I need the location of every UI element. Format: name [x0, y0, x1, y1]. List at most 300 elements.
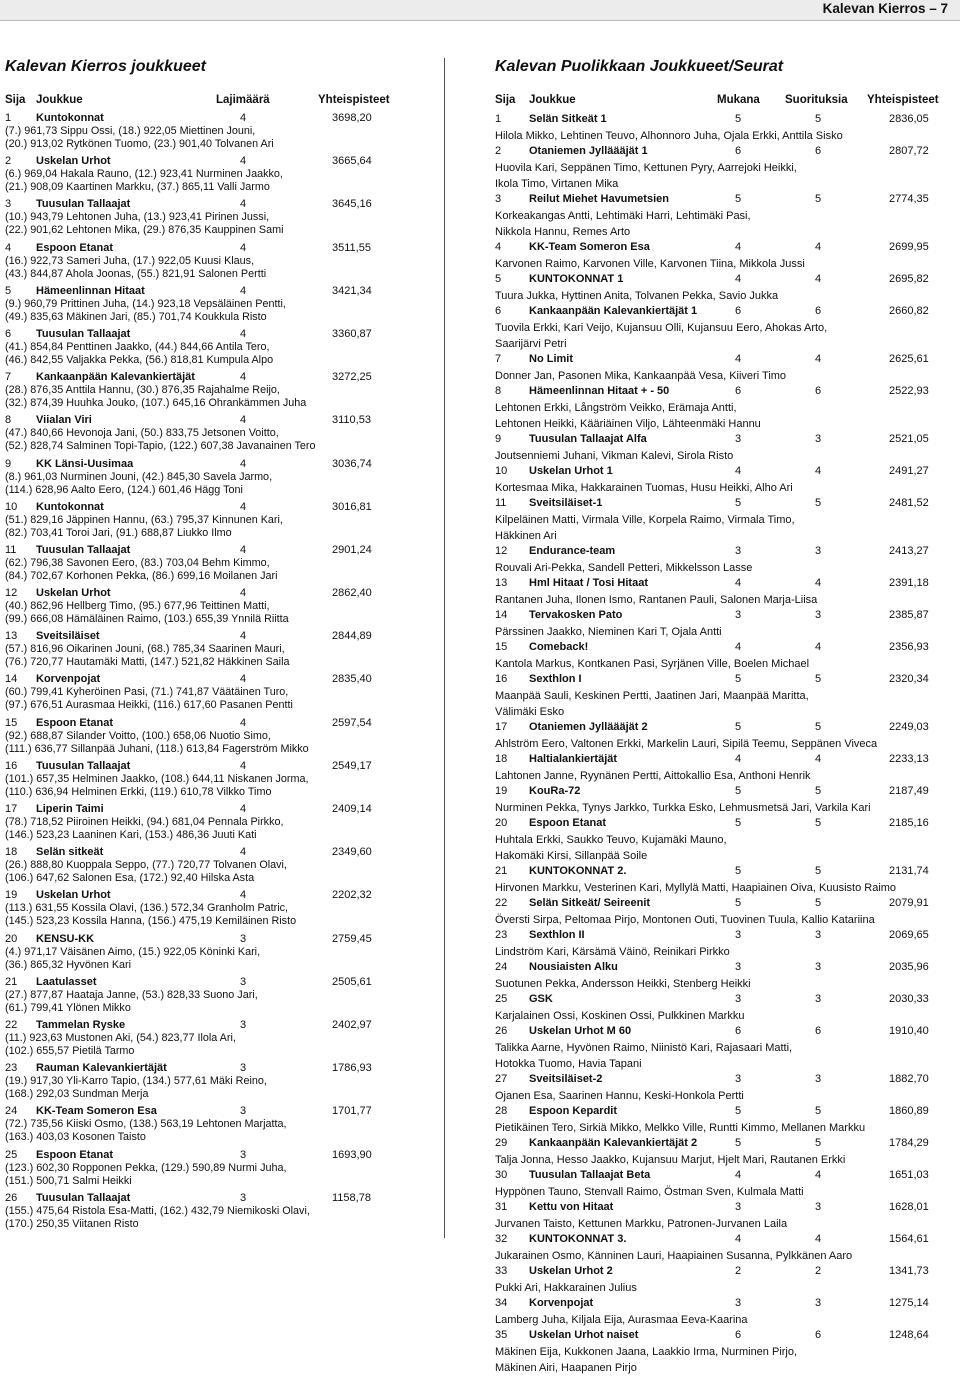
- team-name: KouRa-72: [529, 785, 581, 797]
- team-row: [0, 414, 395, 427]
- team-event-count: 4: [240, 414, 247, 427]
- team-name: Comeback!: [529, 641, 589, 653]
- team-row: [485, 240, 955, 256]
- team-mukana: 3: [735, 993, 742, 1005]
- team-rank: 25: [5, 1148, 18, 1161]
- team-points: 2320,34: [889, 673, 929, 685]
- team-event-count: 3: [240, 932, 247, 945]
- team-rank: 34: [495, 1297, 508, 1309]
- team-row: [485, 864, 955, 880]
- team-rank: 4: [495, 241, 502, 253]
- team-name: Espoon Etanat: [36, 716, 114, 729]
- team-suoritukset: 4: [815, 353, 822, 365]
- left-team-list: [0, 112, 395, 1235]
- team-rank: 20: [495, 817, 508, 829]
- team-mukana: 3: [735, 433, 742, 445]
- team-rank: 16: [495, 673, 508, 685]
- member-line: (27.) 877,87 Haataja Janne, (53.) 828,33 Suono Jari,: [5, 988, 258, 1001]
- member-line: Kantola Markus, Kontkanen Pasi, Syrjänen Ville, Boelen Michael: [495, 658, 810, 670]
- team-row: [485, 640, 955, 656]
- team-rank: 3: [5, 198, 12, 211]
- member-line: (76.) 720,77 Hautamäki Matti, (147.) 521,82 Häkkinen Saila: [5, 656, 290, 669]
- team-row: [485, 1200, 955, 1216]
- member-line: (61.) 799,41 Ylönen Mikko: [5, 1001, 131, 1014]
- team-suoritukset: 6: [815, 1329, 822, 1341]
- member-line: (26.) 888,80 Kuoppala Seppo, (77.) 720,77 Tolvanen Olavi,: [5, 859, 287, 872]
- team-entry: [0, 846, 395, 889]
- team-points: 2069,65: [889, 929, 929, 941]
- team-rank: 24: [495, 961, 508, 973]
- team-row: [485, 192, 955, 208]
- team-name: Tuusulan Tallaajat: [36, 759, 131, 772]
- team-row: [0, 976, 395, 989]
- team-points: 3272,25: [332, 371, 372, 384]
- team-rank: 7: [495, 353, 502, 365]
- team-name: KUNTOKONNAT 3.: [529, 1233, 627, 1245]
- member-line: Nurminen Pekka, Tynys Jarkko, Turkka Esko, Lehmusmetsä Jari, Varkila Kari: [495, 802, 871, 814]
- team-row: [0, 1105, 395, 1118]
- team-rank: 21: [495, 865, 508, 877]
- team-entry: [0, 1192, 395, 1235]
- team-points: 2349,60: [332, 846, 372, 859]
- team-mukana: 6: [735, 385, 742, 397]
- team-mukana: 4: [735, 353, 742, 365]
- team-entry: [485, 816, 955, 864]
- team-suoritukset: 3: [815, 433, 822, 445]
- team-suoritukset: 6: [815, 1025, 822, 1037]
- member-line: (57.) 816,96 Oikarinen Jouni, (68.) 785,34 Saarinen Mauri,: [5, 643, 285, 656]
- team-name: Uskelan Urhot: [36, 155, 111, 168]
- team-event-count: 4: [240, 198, 247, 211]
- member-line: (155.) 475,64 Ristola Esa-Matti, (162.) 432,79 Niemikoski Olavi,: [5, 1204, 310, 1217]
- team-rank: 13: [495, 577, 508, 589]
- team-row: [0, 889, 395, 902]
- member-line: (8.) 961,03 Nurminen Jouni, (42.) 845,30 Savela Jarmo,: [5, 470, 273, 483]
- team-entry: [485, 720, 955, 752]
- team-entry: [485, 384, 955, 432]
- team-suoritukset: 5: [815, 113, 822, 125]
- team-points: 2505,61: [332, 975, 372, 988]
- team-points: 2481,52: [889, 497, 929, 509]
- team-entry: [0, 414, 395, 457]
- member-line: (110.) 636,94 Helminen Erkki, (119.) 610,78 Vilkko Timo: [5, 785, 272, 798]
- team-points: 2625,61: [889, 353, 929, 365]
- team-suoritukset: 5: [815, 785, 822, 797]
- team-row: [0, 1149, 395, 1162]
- member-line: (6.) 969,04 Hakala Rauno, (12.) 923,41 Nurminen Jaakko,: [5, 168, 283, 181]
- team-row: [0, 717, 395, 730]
- team-row: [485, 1232, 955, 1248]
- team-row: [0, 1019, 395, 1032]
- member-line: Talikka Aarne, Hyvönen Raimo, Niinistö Kari, Rajasaari Matti,: [495, 1042, 793, 1054]
- team-rank: 26: [495, 1025, 508, 1037]
- member-line: (97.) 676,51 Aurasmaa Heikki, (116.) 617,60 Pasanen Pentti: [5, 699, 293, 712]
- member-line: (43.) 844,87 Ahola Joonas, (55.) 821,91 Salonen Pertti: [5, 267, 267, 280]
- member-line: (78.) 718,52 Piiroinen Heikki, (94.) 681,04 Pennala Pirkko,: [5, 816, 284, 828]
- team-entry: [0, 285, 395, 328]
- col-team: Joukkue: [529, 94, 576, 106]
- team-entry: [485, 864, 955, 896]
- team-suoritukset: 5: [815, 1137, 822, 1149]
- member-line: (82.) 703,41 Toroi Jari, (91.) 688,87 Liukko Ilmo: [5, 526, 232, 539]
- team-mukana: 3: [735, 609, 742, 621]
- team-points: 1910,40: [889, 1025, 929, 1037]
- member-line: (92.) 688,87 Silander Voitto, (100.) 658,06 Nuotio Simo,: [5, 729, 271, 742]
- team-entry: [0, 587, 395, 630]
- team-points: 2862,40: [332, 587, 372, 600]
- team-points: 2597,54: [332, 716, 372, 729]
- team-rank: 35: [495, 1329, 508, 1341]
- team-name: Tammelan Ryske: [36, 1018, 126, 1031]
- team-rank: 24: [5, 1105, 18, 1118]
- team-row: [485, 576, 955, 592]
- team-points: 2835,40: [332, 673, 372, 686]
- team-points: 3421,34: [332, 284, 372, 297]
- team-row: [485, 304, 955, 320]
- team-mukana: 5: [735, 1105, 742, 1117]
- team-entry: [485, 304, 955, 352]
- team-row: [0, 458, 395, 471]
- team-suoritukset: 3: [815, 609, 822, 621]
- member-line: Mäkinen Airi, Haapanen Pirjo: [495, 1362, 637, 1374]
- team-name: KK-Team Someron Esa: [36, 1105, 157, 1118]
- member-line: (9.) 960,79 Prittinen Juha, (14.) 923,18 Vepsäläinen Pentti,: [5, 297, 286, 310]
- team-points: 3665,64: [332, 155, 372, 168]
- team-mukana: 5: [735, 497, 742, 509]
- right-section-title: Kalevan Puolikkaan Joukkueet/Seurat: [495, 58, 784, 75]
- team-row: [485, 432, 955, 448]
- team-rank: 12: [495, 545, 508, 557]
- team-row: [0, 803, 395, 816]
- member-line: (72.) 735,56 Kiiski Osmo, (138.) 563,19 Lehtonen Marjatta,: [5, 1118, 287, 1131]
- team-event-count: 4: [240, 673, 247, 686]
- team-entry: [0, 371, 395, 414]
- team-entry: [485, 1232, 955, 1264]
- team-mukana: 2: [735, 1265, 742, 1277]
- col-rank: Sija: [5, 94, 26, 106]
- member-line: Ikola Timo, Virtanen Mika: [495, 178, 619, 190]
- team-suoritukset: 3: [815, 1201, 822, 1213]
- team-rank: 3: [495, 193, 502, 205]
- team-suoritukset: 3: [815, 929, 822, 941]
- member-line: Pietikäinen Tero, Sirkiä Mikko, Melkko Ville, Runtti Kimmo, Mellanen Markku: [495, 1122, 866, 1134]
- team-mukana: 4: [735, 753, 742, 765]
- team-entry: [485, 576, 955, 608]
- team-points: 1882,70: [889, 1073, 929, 1085]
- team-row: [485, 672, 955, 688]
- team-points: 2549,17: [332, 759, 372, 772]
- team-points: 1275,14: [889, 1297, 929, 1309]
- member-line: (7.) 961,73 Sippu Ossi, (18.) 922,05 Miettinen Jouni,: [5, 125, 256, 137]
- team-suoritukset: 5: [815, 817, 822, 829]
- team-points: 3016,81: [332, 500, 372, 513]
- team-entry: [485, 784, 955, 816]
- team-name: Uskelan Urhot: [36, 587, 111, 600]
- team-row: [485, 352, 955, 368]
- team-suoritukset: 4: [815, 465, 822, 477]
- team-mukana: 3: [735, 1297, 742, 1309]
- team-points: 2202,32: [332, 889, 372, 902]
- team-row: [0, 371, 395, 384]
- team-entry: [0, 976, 395, 1019]
- team-entry: [485, 1168, 955, 1200]
- member-line: (52.) 828,74 Salminen Topi-Tapio, (122.) 607,38 Javanainen Tero: [5, 440, 316, 453]
- team-event-count: 4: [240, 543, 247, 556]
- member-line: Nikkola Hannu, Remes Arto: [495, 226, 631, 238]
- member-line: Korkeakangas Antti, Lehtimäki Harri, Lehtimäki Pasi,: [495, 210, 751, 222]
- team-rank: 9: [495, 433, 502, 445]
- team-rank: 13: [5, 630, 18, 643]
- member-line: Huovila Kari, Seppänen Timo, Kettunen Pyry, Aarrejoki Heikki,: [495, 162, 797, 174]
- team-name: Tuusulan Tallaajat: [36, 198, 131, 211]
- team-entry: [0, 1062, 395, 1105]
- member-line: Häkkinen Ari: [495, 530, 557, 542]
- team-rank: 1: [5, 112, 12, 124]
- team-row: [485, 112, 955, 128]
- team-name: Korvenpojat: [36, 673, 101, 686]
- team-rank: 31: [495, 1201, 508, 1213]
- team-name: Laatulasset: [36, 975, 97, 988]
- team-event-count: 4: [240, 759, 247, 772]
- member-line: Hilola Mikko, Lehtinen Teuvo, Alhonnoro Juha, Ojala Erkki, Anttila Sisko: [495, 130, 843, 142]
- member-line: (62.) 796,38 Savonen Eero, (83.) 703,04 Behm Kimmo,: [5, 556, 270, 569]
- team-row: [485, 752, 955, 768]
- member-line: (16.) 922,73 Sameri Juha, (17.) 922,05 Kuusi Klaus,: [5, 254, 255, 267]
- team-suoritukset: 2: [815, 1265, 822, 1277]
- member-line: Överstі Sirpa, Peltomaa Pirjo, Montonen Outi, Tuovinen Tuula, Kallio Katariina: [495, 914, 875, 926]
- team-event-count: 4: [240, 500, 247, 513]
- team-rank: 19: [495, 785, 508, 797]
- team-mukana: 4: [735, 241, 742, 253]
- team-rank: 5: [495, 273, 502, 285]
- team-entry: [485, 1136, 955, 1168]
- team-rank: 20: [5, 932, 18, 945]
- team-entry: [485, 672, 955, 720]
- team-mukana: 3: [735, 961, 742, 973]
- team-entry: [0, 242, 395, 285]
- left-column-headers: [0, 94, 395, 108]
- team-entry: [0, 1105, 395, 1148]
- right-column-headers: [485, 94, 955, 108]
- team-mukana: 4: [735, 465, 742, 477]
- member-line: (46.) 842,55 Valjakka Pekka, (56.) 818,81 Kumpula Alpo: [5, 353, 274, 366]
- team-entry: [0, 933, 395, 976]
- team-points: 1158,78: [332, 1191, 371, 1204]
- team-row: [485, 816, 955, 832]
- team-mukana: 3: [735, 929, 742, 941]
- team-rank: 28: [495, 1105, 508, 1117]
- team-points: 1341,73: [889, 1265, 929, 1277]
- team-points: 2807,72: [889, 145, 929, 157]
- team-rank: 6: [5, 327, 12, 340]
- team-points: 2836,05: [889, 113, 929, 125]
- team-points: 1248,64: [889, 1329, 929, 1341]
- team-event-count: 4: [240, 327, 247, 340]
- team-points: 2409,14: [332, 803, 372, 815]
- col-count: Lajimäärä: [216, 94, 270, 106]
- team-suoritukset: 3: [815, 545, 822, 557]
- team-name: Otaniemen Jylläääjät 2: [529, 721, 648, 733]
- member-line: Mäkinen Eija, Kukkonen Jaana, Laakkio Irma, Nurminen Pirjo,: [495, 1346, 798, 1358]
- team-row: [485, 464, 955, 480]
- team-event-count: 4: [240, 889, 247, 902]
- team-name: Espoon Etanat: [36, 241, 114, 254]
- team-points: 3698,20: [332, 112, 372, 124]
- member-line: (41.) 854,84 Penttinen Jaakko, (44.) 844,66 Antila Tero,: [5, 340, 270, 353]
- team-entry: [0, 630, 395, 673]
- team-points: 2030,33: [889, 993, 929, 1005]
- team-rank: 15: [5, 716, 18, 729]
- team-rank: 15: [495, 641, 508, 653]
- member-line: Karjalainen Ossi, Koskinen Ossi, Pulkkinen Markku: [495, 1010, 745, 1022]
- member-line: (99.) 666,08 Hämäläinen Raimo, (103.) 655,39 Ynnilä Riitta: [5, 613, 289, 626]
- team-points: 1860,89: [889, 1105, 929, 1117]
- team-name: Kuntokonnat: [36, 112, 104, 124]
- team-points: 2521,05: [889, 433, 929, 445]
- member-line: (111.) 636,77 Sillanpää Juhani, (118.) 613,84 Fagerström Mikko: [5, 742, 309, 755]
- team-name: Hämeenlinnan Hitaat + - 50: [529, 385, 670, 397]
- team-entry: [485, 544, 955, 576]
- team-entry: [485, 464, 955, 496]
- team-points: 1564,61: [889, 1233, 929, 1245]
- team-name: Nousiaisten Alku: [529, 961, 618, 973]
- team-name: Sveitsiläiset-1: [529, 497, 603, 509]
- team-rank: 16: [5, 759, 18, 772]
- team-points: 2413,27: [889, 545, 929, 557]
- member-line: Rantanen Juha, Ilonen Ismo, Rantanen Pauli, Salonen Marja-Liisa: [495, 594, 818, 606]
- team-name: Sexthlon II: [529, 929, 585, 941]
- team-points: 3036,74: [332, 457, 372, 470]
- team-rank: 1: [495, 113, 502, 125]
- team-name: KUNTOKONNAT 2.: [529, 865, 627, 877]
- team-rank: 8: [495, 385, 502, 397]
- team-row: [485, 784, 955, 800]
- team-entry: [0, 889, 395, 932]
- team-name: No Limit: [529, 353, 573, 365]
- member-line: Lehtonen Heikki, Kääriäinen Viljo, Lähteenmäki Hannu: [495, 418, 761, 430]
- team-rank: 2: [495, 145, 502, 157]
- team-row: [0, 328, 395, 341]
- team-name: Liperin Taimi: [36, 803, 104, 815]
- team-rank: 17: [495, 721, 508, 733]
- team-entry: [485, 112, 955, 144]
- team-entry: [485, 752, 955, 784]
- team-name: Uskelan Urhot 2: [529, 1265, 613, 1277]
- team-name: Hml Hitaat / Tosi Hitaat: [529, 577, 648, 589]
- team-name: Tuusulan Tallaajat Beta: [529, 1169, 651, 1181]
- member-line: Pärssinen Jaakko, Nieminen Kari T, Ojala Antti: [495, 626, 722, 638]
- page-header: Kalevan Kierros – 7: [822, 1, 948, 16]
- team-name: Uskelan Urhot: [36, 889, 111, 902]
- team-entry: [485, 1024, 955, 1072]
- team-suoritukset: 5: [815, 193, 822, 205]
- team-entry: [0, 760, 395, 803]
- team-suoritukset: 4: [815, 1169, 822, 1181]
- team-event-count: 3: [240, 1105, 247, 1118]
- team-points: 2695,82: [889, 273, 929, 285]
- team-points: 2660,82: [889, 305, 929, 317]
- left-section-title: Kalevan Kierros joukkueet: [5, 58, 206, 75]
- team-points: 3645,16: [332, 198, 372, 211]
- team-mukana: 5: [735, 193, 742, 205]
- member-line: Tuura Jukka, Hyttinen Anita, Tolvanen Pekka, Savio Jukka: [495, 290, 779, 302]
- team-suoritukset: 3: [815, 1073, 822, 1085]
- member-line: (151.) 500,71 Salmi Heikki: [5, 1174, 132, 1187]
- team-suoritukset: 3: [815, 1297, 822, 1309]
- team-row: [0, 1062, 395, 1075]
- team-entry: [485, 992, 955, 1024]
- member-line: (11.) 923,63 Mustonen Aki, (54.) 823,77 Ilola Ari,: [5, 1031, 236, 1044]
- member-line: (170.) 250,35 Viitanen Risto: [5, 1217, 139, 1230]
- team-entry: [0, 1019, 395, 1062]
- team-event-count: 4: [240, 457, 247, 470]
- team-entry: [485, 928, 955, 960]
- team-suoritukset: 4: [815, 241, 822, 253]
- team-entry: [485, 352, 955, 384]
- team-rank: 11: [495, 497, 507, 509]
- member-line: Pukki Ari, Hakkarainen Julius: [495, 1282, 637, 1294]
- team-name: KK-Team Someron Esa: [529, 241, 650, 253]
- team-mukana: 6: [735, 1025, 742, 1037]
- team-name: Selän Sitkeät/ Seireenit: [529, 897, 651, 909]
- team-row: [0, 501, 395, 514]
- team-name: Endurance-team: [529, 545, 616, 557]
- member-line: (32.) 874,39 Huuhka Jouko, (107.) 645,16 Ohrankämmen Juha: [5, 397, 307, 410]
- team-suoritukset: 4: [815, 577, 822, 589]
- team-mukana: 5: [735, 817, 742, 829]
- team-name: Rauman Kalevankiertäjät: [36, 1062, 167, 1075]
- team-row: [0, 198, 395, 211]
- team-row: [485, 896, 955, 912]
- team-suoritukset: 5: [815, 897, 822, 909]
- team-name: Uskelan Urhot M 60: [529, 1025, 632, 1037]
- member-line: Hyppönen Tauno, Stenvall Raimo, Östman Sven, Kulmala Matti: [495, 1186, 804, 1198]
- team-entry: [485, 496, 955, 544]
- team-entry: [485, 1328, 955, 1376]
- team-event-count: 3: [240, 1148, 247, 1161]
- team-name: Korvenpojat: [529, 1297, 594, 1309]
- team-rank: 23: [5, 1062, 18, 1075]
- right-team-list: [485, 112, 955, 1376]
- team-name: Espoon Etanat: [36, 1148, 114, 1161]
- team-rank: 22: [495, 897, 508, 909]
- team-points: 3511,55: [332, 241, 371, 254]
- team-points: 1628,01: [889, 1201, 929, 1213]
- team-row: [0, 846, 395, 859]
- team-points: 2699,95: [889, 241, 929, 253]
- team-event-count: 4: [240, 716, 247, 729]
- team-rank: 29: [495, 1137, 508, 1149]
- team-points: 2774,35: [889, 193, 929, 205]
- team-entry: [0, 328, 395, 371]
- team-points: 1701,77: [332, 1105, 372, 1118]
- team-event-count: 4: [240, 112, 247, 124]
- member-line: Joutsenniemi Juhani, Vikman Kalevi, Sirola Risto: [495, 450, 734, 462]
- team-event-count: 4: [240, 284, 247, 297]
- team-suoritukset: 4: [815, 273, 822, 285]
- team-entry: [485, 1072, 955, 1104]
- team-name: Tuusulan Tallaajat Alfa: [529, 433, 647, 445]
- member-line: Suotunen Pekka, Andersson Heikki, Stenberg Heikki: [495, 978, 751, 990]
- team-suoritukset: 3: [815, 993, 822, 1005]
- team-name: Tervakosken Pato: [529, 609, 623, 621]
- member-line: (106.) 647,62 Salonen Esa, (172.) 92,40 Hilska Asta: [5, 872, 255, 885]
- team-row: [0, 760, 395, 773]
- team-row: [0, 673, 395, 686]
- member-line: (22.) 901,62 Lehtonen Mika, (29.) 876,35 Kauppinen Sami: [5, 224, 284, 237]
- team-mukana: 3: [735, 1201, 742, 1213]
- team-points: 2249,03: [889, 721, 929, 733]
